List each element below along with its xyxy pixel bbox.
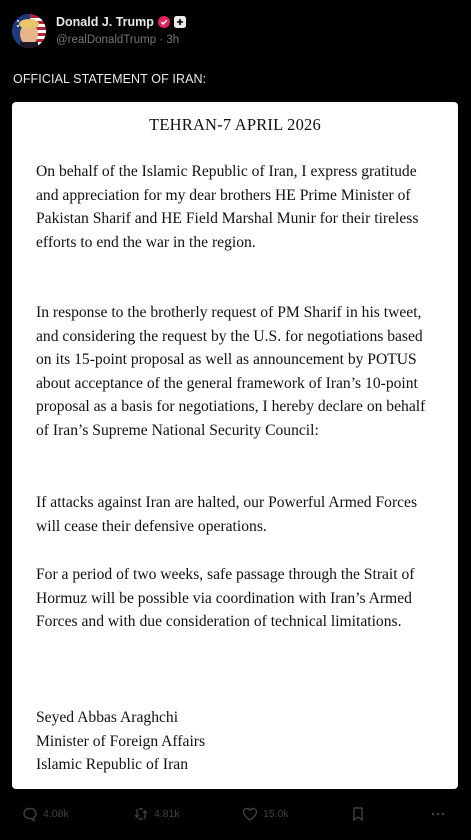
document-paragraph: If attacks against Iran are halted, our Powerful Armed Forces will cease their defensive operations. xyxy=(36,494,418,535)
more-button[interactable] xyxy=(430,806,446,822)
attached-image-statement[interactable] xyxy=(12,102,458,789)
action-bar xyxy=(0,800,471,840)
signature-title: Minister of Foreign Affairs xyxy=(36,732,206,750)
signature-name: Seyed Abbas Araghchi xyxy=(36,709,179,726)
post-time[interactable]: 3h xyxy=(166,34,180,46)
repost-icon xyxy=(133,806,149,822)
share-icon xyxy=(430,806,446,822)
document-paragraph: In response to the brotherly request of PM Sharif in his tweet, and considering the request by the U.S. for negotiations based on its 15-point proposal as well as announcement by POTUS about acceptance of the general framework of Iran’s 10-point proposal as a basis for negotiations, I hereby declare on behalf of Iran’s Supreme National Security Council: xyxy=(36,304,426,439)
document-paragraph: On behalf of the Islamic Republic of Iran, I express gratitude and appreciation for my dear brothers HE Prime Minister of Pakistan Sharif and HE Field Marshal Munir for their tireless efforts to end the war in the region. xyxy=(36,163,419,251)
reply-icon xyxy=(22,806,38,822)
author-name[interactable]: Donald J. Trump xyxy=(56,15,154,29)
reply-button[interactable] xyxy=(22,806,69,822)
like-count: 15.0k xyxy=(263,808,289,820)
signature-block xyxy=(36,706,440,777)
bookmark-button[interactable] xyxy=(350,806,366,822)
document-header: TEHRAN-7 APRIL 2026 xyxy=(149,115,321,134)
repost-count: 4.81k xyxy=(154,808,180,820)
repost-button[interactable] xyxy=(133,806,180,822)
post-header xyxy=(12,14,452,50)
author-handle[interactable]: @realDonaldTrump xyxy=(56,34,157,46)
reply-count: 4.08k xyxy=(43,808,69,820)
like-icon xyxy=(242,806,258,822)
avatar-image xyxy=(12,14,46,48)
separator: · xyxy=(159,34,164,46)
bookmark-icon xyxy=(350,806,366,822)
plus-badge-icon xyxy=(174,16,186,28)
signature-org: Islamic Republic of Iran xyxy=(36,756,188,774)
author-row xyxy=(56,15,186,29)
avatar[interactable] xyxy=(12,14,46,48)
handle-row xyxy=(56,34,179,46)
like-button[interactable] xyxy=(242,806,289,822)
document-paragraph: For a period of two weeks, safe passage through the Strait of Hormuz will be possible via coordination with Iran’s Armed Forces and with due consideration of technical limitations. xyxy=(36,566,415,631)
verified-badge-icon xyxy=(158,16,170,28)
post-text: OFFICIAL STATEMENT OF IRAN: xyxy=(13,72,207,86)
